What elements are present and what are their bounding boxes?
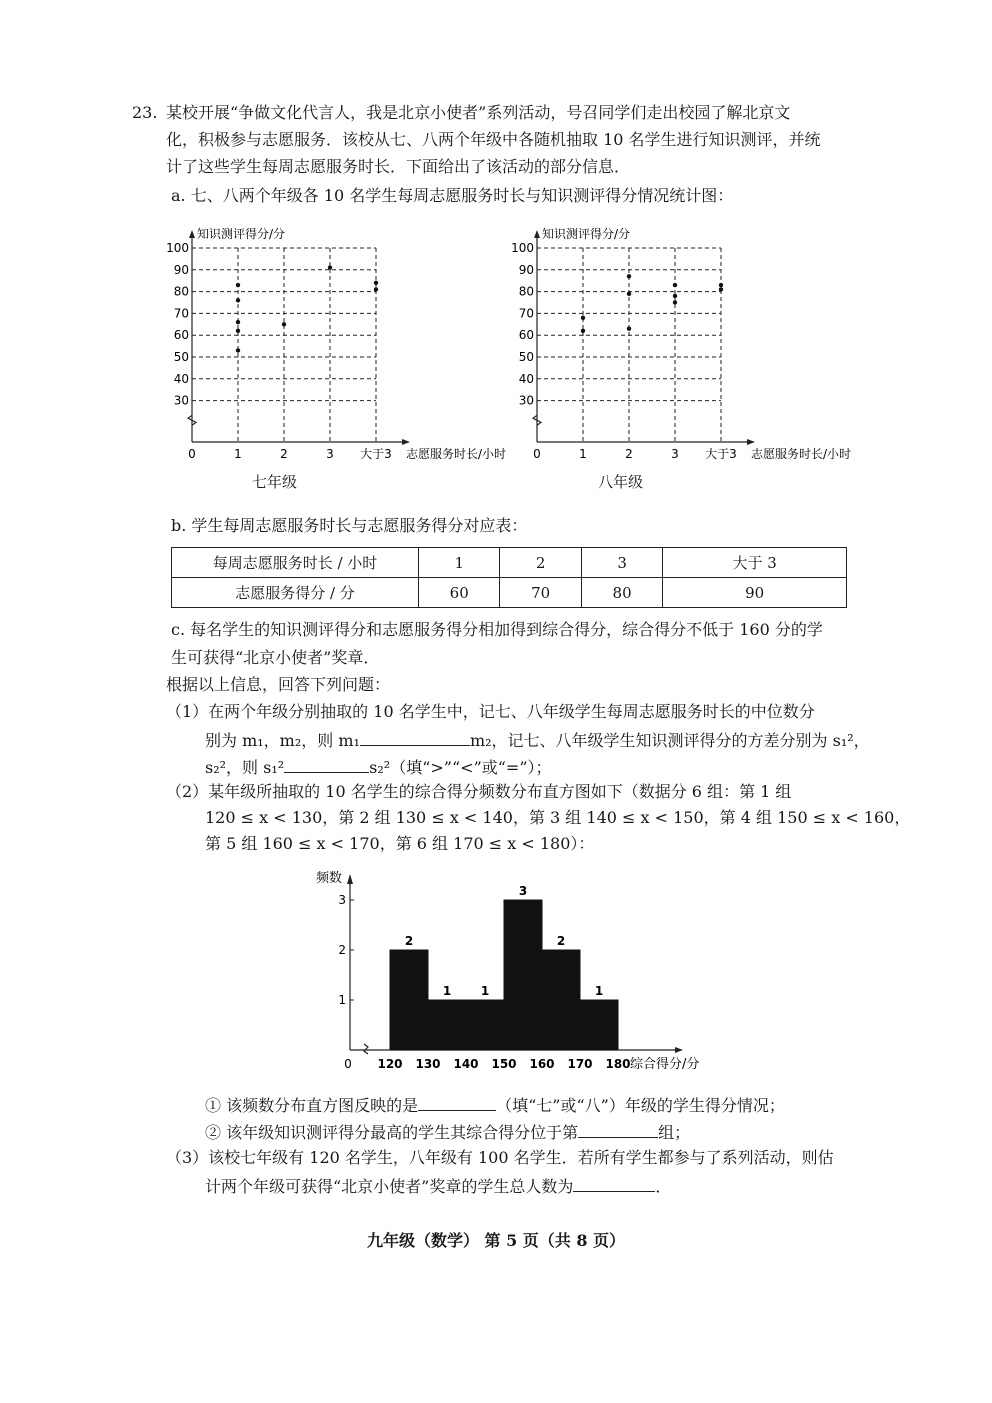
x-tick-label: 2 (625, 447, 633, 461)
q1-line-3 (205, 756, 552, 778)
x-tick-label: 170 (567, 1057, 593, 1071)
y-tick-label: 30 (518, 393, 534, 408)
y-tick-label: 60 (518, 328, 534, 343)
bar-value-label: 2 (556, 934, 566, 948)
x-tick-label: 160 (529, 1057, 555, 1071)
data-point (374, 281, 378, 285)
bar-value-label: 1 (442, 984, 452, 998)
y-tick-label: 1 (338, 993, 346, 1007)
table-header-scores: 志愿服务得分 / 分 (172, 578, 419, 608)
correspondence-table (171, 547, 847, 608)
chart-title-grade7: 七年级 (252, 473, 298, 491)
part-b-label: b. 学生每周志愿服务时长与志愿服务得分对应表： (171, 516, 528, 535)
x-axis-label: 综合得分/分 (630, 1057, 700, 1072)
data-point (673, 300, 677, 304)
question-number: 23. (132, 103, 158, 122)
histogram-bar (504, 900, 542, 1050)
y-axis-arrow (189, 230, 195, 238)
q2-line-3: 第 5 组 160 ≤ x < 170，第 6 组 170 ≤ x < 180）： (205, 834, 595, 853)
intro-line-1: 某校开展“争做文化代言人，我是北京小使者”系列活动，号召同学们走出校园了解北京文 (166, 103, 791, 122)
bar-value-label: 2 (404, 934, 414, 948)
data-point (673, 283, 677, 287)
intro-line-3: 计了这些学生每周志愿服务时长．下面给出了该活动的部分信息． (166, 157, 631, 176)
x-axis-arrow (402, 439, 410, 445)
data-point (374, 287, 378, 291)
histogram-bar (542, 950, 580, 1050)
x-tick-label: 3 (326, 447, 334, 461)
histogram-bar (428, 1000, 466, 1050)
x-tick-label: 2 (280, 447, 288, 461)
answer-blank-grade[interactable] (418, 1094, 496, 1111)
y-tick-label: 100 (511, 241, 534, 255)
chart-title-grade8: 八年级 (598, 473, 644, 491)
y-tick-label: 80 (518, 284, 534, 299)
x-tick-label: 180 (605, 1057, 631, 1071)
y-tick-label: 50 (173, 350, 189, 364)
data-point (236, 283, 240, 287)
data-point (236, 298, 240, 302)
answer-blank-variance[interactable] (284, 756, 369, 773)
table-cell: 1 (419, 548, 500, 578)
q3-line-1: （3）该校七年级有 120 名学生，八年级有 100 名学生．若所有学生都参与了系列活动，则估 (166, 1148, 834, 1167)
scatter-chart-grade7 (160, 222, 530, 467)
origin-label: 0 (344, 1057, 352, 1071)
x-tick-label: 140 (453, 1057, 479, 1071)
histogram-bar (580, 1000, 618, 1050)
table-row-scores (172, 578, 847, 608)
y-tick-label: 40 (173, 371, 189, 386)
q2-sub-2b: 组； (658, 1123, 691, 1142)
x-tick-label: 1 (579, 447, 587, 461)
answer-blank-group[interactable] (578, 1121, 658, 1138)
data-point (581, 329, 585, 333)
q2-sub-1a: ① 该频数分布直方图反映的是 (205, 1096, 419, 1115)
data-point (627, 326, 631, 330)
x-tick-label: 3 (671, 447, 679, 461)
histogram-bar (390, 950, 428, 1050)
table-cell: 60 (419, 578, 500, 608)
histogram-chart (300, 862, 730, 1080)
x-tick-label: 130 (415, 1057, 441, 1071)
x-tick-label: 120 (377, 1057, 403, 1071)
data-point (581, 316, 585, 320)
intro-line-2: 化，积极参与志愿服务．该校从七、八两个年级中各随机抽取 10 名学生进行知识测评，并统 (166, 130, 821, 149)
q2-sub-2 (205, 1121, 690, 1143)
table-header-hours: 每周志愿服务时长 / 小时 (172, 548, 419, 578)
data-point (328, 265, 332, 269)
data-point (282, 322, 286, 326)
y-tick-label: 3 (338, 893, 346, 907)
data-point (627, 274, 631, 278)
q1-line-2 (205, 729, 870, 751)
page-footer: 九年级（数学） 第 5 页（共 8 页） (366, 1231, 626, 1250)
answer-blank-median[interactable] (360, 729, 470, 746)
y-axis-label: 频数 (315, 871, 342, 886)
histogram-bar (466, 1000, 504, 1050)
y-tick-label: 90 (518, 262, 534, 277)
y-tick-label: 30 (173, 393, 189, 408)
data-point (236, 348, 240, 352)
y-tick-label: 70 (173, 306, 189, 321)
y-tick-label: 70 (518, 306, 534, 321)
table-cell: 大于 3 (663, 548, 847, 578)
axis-break (364, 1044, 368, 1054)
y-tick-label: 50 (518, 350, 534, 364)
x-tick-label: 大于3 (360, 447, 392, 461)
part-a-label: a. 七、八两个年级各 10 名学生每周志愿服务时长与知识测评得分情况统计图： (171, 186, 734, 205)
q2-sub-1 (205, 1094, 785, 1116)
x-tick-label: 150 (491, 1057, 517, 1071)
q1-line-1: （1）在两个年级分别抽取的 10 名学生中，记七、八年级学生每周志愿服务时长的中位数分 (166, 702, 815, 721)
q2-line-1: （2）某年级所抽取的 10 名学生的综合得分频数分布直方图如下（数据分 6 组：第 1 组 (166, 782, 792, 801)
data-point (719, 287, 723, 291)
x-axis-label: 志愿服务时长/小时 (406, 447, 507, 461)
bar-value-label: 1 (594, 984, 604, 998)
origin-label: 0 (188, 447, 196, 461)
y-axis-label: 知识测评得分/分 (197, 227, 286, 241)
answer-intro: 根据以上信息，回答下列问题： (166, 675, 391, 694)
y-axis-label: 知识测评得分/分 (542, 227, 631, 241)
q1-line-2a: 别为 m₁，m₂，则 m₁ (205, 731, 360, 750)
part-c-line-1: c. 每名学生的知识测评得分和志愿服务得分相加得到综合得分，综合得分不低于 160 分的学 (171, 620, 823, 639)
y-tick-label: 2 (338, 943, 346, 957)
y-tick-label: 100 (166, 241, 189, 255)
x-tick-label: 大于3 (705, 447, 737, 461)
scatter-chart-grade8 (505, 222, 875, 467)
x-tick-label: 1 (234, 447, 242, 461)
bar-value-label: 3 (518, 884, 528, 898)
x-axis-arrow (747, 439, 755, 445)
q2-line-2: 120 ≤ x < 130，第 2 组 130 ≤ x < 140，第 3 组 140 ≤ x < 150，第 4 组 150 ≤ x < 160， (205, 808, 911, 827)
y-tick-label: 60 (173, 328, 189, 343)
origin-label: 0 (533, 447, 541, 461)
data-point (627, 292, 631, 296)
data-point (719, 283, 723, 287)
y-tick-label: 80 (173, 284, 189, 299)
table-cell: 70 (500, 578, 581, 608)
part-c-line-2: 生可获得“北京小使者”奖章． (171, 648, 380, 667)
table-cell: 90 (663, 578, 847, 608)
answer-blank-total[interactable] (573, 1175, 655, 1192)
q1-line-2b: m₂，记七、八年级学生知识测评得分的方差分别为 s₁²， (469, 731, 870, 750)
table-cell: 3 (581, 548, 662, 578)
y-axis-arrow (347, 874, 353, 884)
y-tick-label: 40 (518, 371, 534, 386)
bar-value-label: 1 (480, 984, 490, 998)
q2-sub-2a: ② 该年级知识测评得分最高的学生其综合得分位于第 (205, 1123, 579, 1142)
q3-line-2b: ． (655, 1177, 672, 1196)
y-tick-label: 90 (173, 262, 189, 277)
x-axis-label: 志愿服务时长/小时 (751, 447, 852, 461)
x-axis-arrow (675, 1047, 683, 1053)
table-row-hours (172, 548, 847, 578)
data-point (673, 294, 677, 298)
q3-line-2 (205, 1175, 671, 1197)
q3-line-2a: 计两个年级可获得“北京小使者”奖章的学生总人数为 (205, 1177, 574, 1196)
y-axis-arrow (534, 230, 540, 238)
table-cell: 80 (581, 578, 662, 608)
table-cell: 2 (500, 548, 581, 578)
data-point (236, 320, 240, 324)
q1-line-3b: s₂²（填“>”“<”或“=”）； (369, 758, 552, 777)
data-point (236, 329, 240, 333)
q1-line-3a: s₂²，则 s₁² (205, 758, 285, 777)
q2-sub-1b: （填“七”或“八”）年级的学生得分情况； (496, 1096, 785, 1115)
